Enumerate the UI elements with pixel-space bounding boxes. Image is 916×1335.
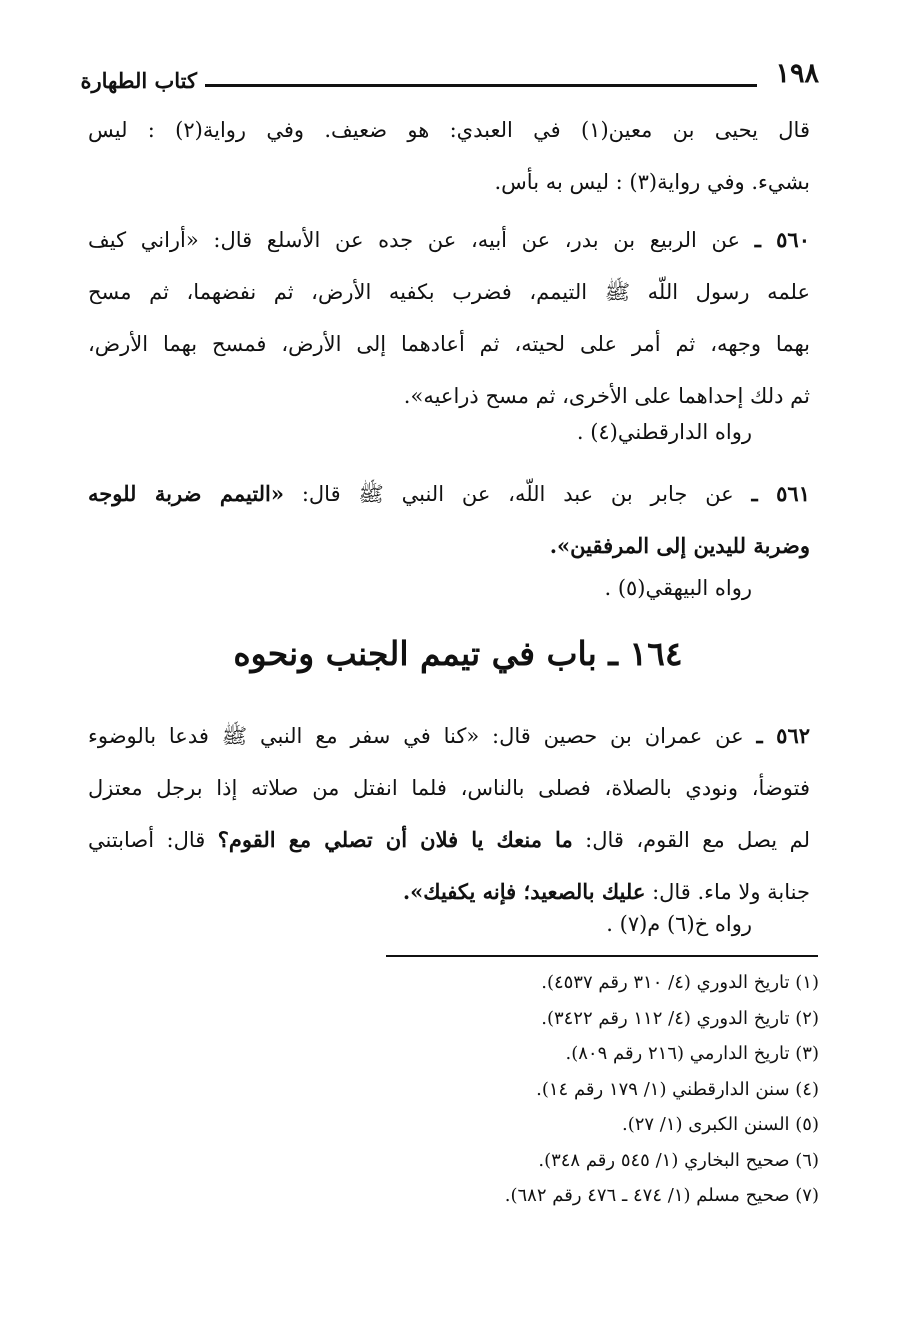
hadith-text-bold: عليك بالصعيد؛ فإنه يكفيك». [402,879,646,904]
hadith-number: ٥٦٢ ـ [756,723,810,748]
riwaya-560: رواه الدارقطني(٤) . [576,420,752,444]
riwaya-562: رواه خ(٦) م(٧) . [606,912,752,936]
hadith-text-bold: ما منعك يا فلان أن تصلي مع القوم؟ [217,827,573,852]
hadith-text: عن عمران بن حصين قال: «كنا في سفر مع النبي ﷺ فدعا بالوضوء [88,724,744,748]
footnote: (٢) تاريخ الدوري (٤/ ١١٢ رقم ٣٤٢٢). [541,1007,819,1029]
header-rule [205,84,757,87]
footnote: (٥) السنن الكبرى (١/ ٢٧). [621,1114,819,1135]
hadith-number: ٥٦١ ـ [751,481,810,506]
text-line: قال يحيى بن معين(١) في العبدي: هو ضعيف. وفي رواية(٢) : ليس [88,118,810,142]
footnote-rule [386,955,818,957]
hadith-560 [88,214,810,422]
text-line: بشيء. وفي رواية(٣) : ليس به بأس. [494,170,810,194]
text-line: علمه رسول اللّه ﷺ التيمم، فضرب بكفيه الأرض، ثم نفضهما، ثم مسح [88,280,810,304]
footnote: (٧) صحيح مسلم (١/ ٤٧٤ ـ ٤٧٦ رقم ٦٨٢). [504,1185,819,1206]
footnote: (٤) سنن الدارقطني (١/ ١٧٩ رقم ١٤). [536,1078,819,1100]
text-line [88,214,810,266]
hadith-text: لم يصل مع القوم، قال: [585,828,810,852]
text-line [88,710,810,762]
text-line: بهما وجهه، ثم أمر على لحيته، ثم أعادهما إلى الأرض، فمسح بهما الأرض، [88,332,810,356]
paragraph-ibn-maeen [88,104,810,208]
text-line: وضربة لليدين إلى المرفقين». [549,533,810,558]
text-line [88,814,810,866]
footnote: (١) تاريخ الدوري (٤/ ٣١٠ رقم ٤٥٣٧). [541,972,819,993]
text-line [88,468,810,520]
chapter-heading: ١٦٤ ـ باب في تيمم الجنب ونحوه [233,634,683,673]
footnote: (٦) صحيح البخاري (١/ ٥٤٥ رقم ٣٤٨). [538,1149,819,1171]
hadith-text-bold: «التيمم ضربة للوجه [88,481,285,506]
riwaya-561: رواه البيهقي(٥) . [604,576,752,600]
page-number: ١٩٨ [775,58,819,89]
text-line: فتوضأ، ونودي بالصلاة، فصلى بالناس، فلما انفتل من صلاته إذا برجل معتزل [88,776,810,800]
hadith-561 [88,468,810,572]
footnote: (٣) تاريخ الدارمي (٢١٦ رقم ٨٠٩). [565,1043,819,1064]
hadith-number: ٥٦٠ ـ [754,227,810,252]
text-line: ثم دلك إحداهما على الأخرى، ثم مسح ذراعيه». [403,384,810,408]
hadith-text: عن الربيع بن بدر، عن أبيه، عن جده عن الأسلع قال: «أراني كيف [88,228,741,252]
hadith-text: قال: أصابتني [88,828,206,852]
hadith-text: عن جابر بن عبد اللّه، عن النبي ﷺ قال: [301,482,734,506]
hadith-text: جنابة ولا ماء. قال: [652,880,810,904]
hadith-562 [88,710,810,918]
text-line [88,866,810,918]
book-title: كتاب الطهارة [80,68,197,93]
footnotes [259,965,819,1214]
